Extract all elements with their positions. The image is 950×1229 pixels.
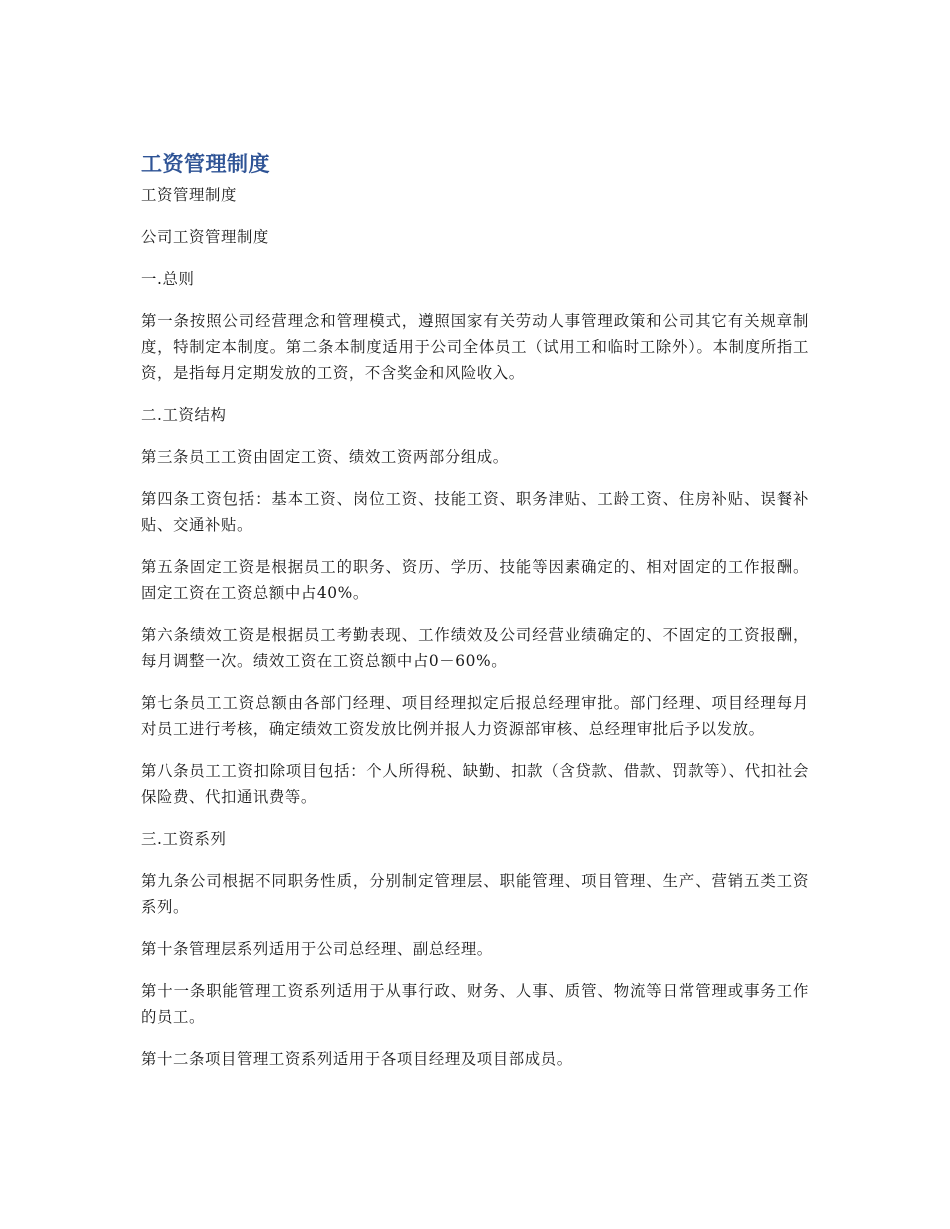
section-heading: 二.工资结构: [141, 406, 227, 424]
paragraph: 公司工资管理制度: [141, 228, 269, 246]
paragraph: 第十一条职能管理工资系列适用于从事行政、财务、人事、质管、物流等日常管理或事务工作的员工。: [141, 982, 809, 1026]
paragraph: 第一条按照公司经营理念和管理模式，遵照国家有关劳动人事管理政策和公司其它有关规章制度，特制定本制度。第二条本制度适用于公司全体员工（试用工和临时工除外）。本制度所指工资，是指每月定期发放的工资，不含奖金和风险收入。: [141, 312, 809, 382]
paragraph: 第十二条项目管理工资系列适用于各项目经理及项目部成员。: [141, 1050, 573, 1068]
paragraph: 第六条绩效工资是根据员工考勤表现、工作绩效及公司经营业绩确定的、不固定的工资报酬，每月调整一次。绩效工资在工资总额中占0－60%。: [141, 626, 809, 670]
paragraph: 第九条公司根据不同职务性质，分别制定管理层、职能管理、项目管理、生产、营销五类工资系列。: [141, 872, 809, 916]
paragraph: 工资管理制度: [141, 186, 237, 204]
paragraph: 第四条工资包括：基本工资、岗位工资、技能工资、职务津贴、工龄工资、住房补贴、误餐补贴、交通补贴。: [141, 490, 809, 534]
section-heading: 一.总则: [141, 270, 195, 288]
paragraph: 第三条员工工资由固定工资、绩效工资两部分组成。: [141, 448, 509, 466]
paragraph: 第七条员工工资总额由各部门经理、项目经理拟定后报总经理审批。部门经理、项目经理每月对员工进行考核，确定绩效工资发放比例并报人力资源部审核、总经理审批后予以发放。: [141, 694, 809, 738]
paragraph: 第八条员工工资扣除项目包括：个人所得税、缺勤、扣款（含贷款、借款、罚款等）、代扣社会保险费、代扣通讯费等。: [141, 762, 809, 806]
section-heading: 三.工资系列: [141, 830, 227, 848]
document-body: [141, 150, 809, 1088]
paragraph: 第五条固定工资是根据员工的职务、资历、学历、技能等因素确定的、相对固定的工作报酬。固定工资在工资总额中占40%。: [141, 558, 809, 602]
paragraph: 第十条管理层系列适用于公司总经理、副总经理。: [141, 940, 493, 958]
document-title: 工资管理制度: [141, 152, 270, 176]
